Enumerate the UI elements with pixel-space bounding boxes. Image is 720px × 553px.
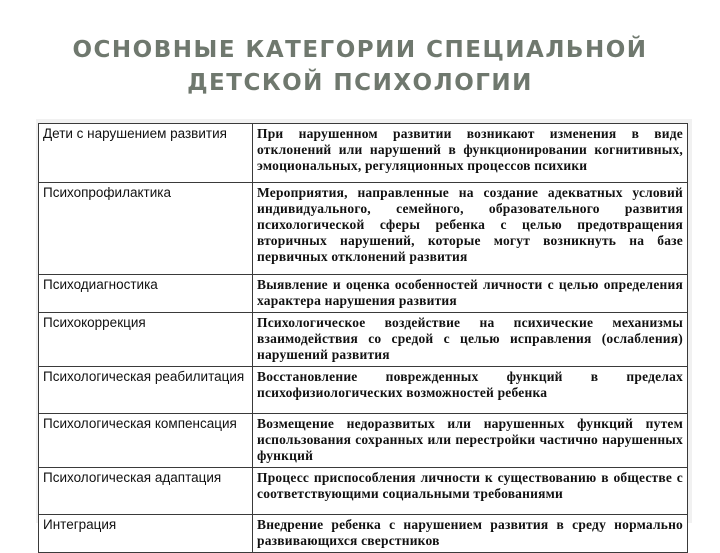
- slide-title: [20, 34, 700, 100]
- category-definition: При нарушенном развитии возникают изменения в виде отклонений или нарушений в функционировании когнитивных, эмоциональных, регуляционных процессов психики: [253, 124, 688, 183]
- table-row: [39, 275, 688, 313]
- category-term: Психологическая компенсация: [39, 414, 253, 468]
- category-term: Психокоррекция: [39, 313, 253, 367]
- category-definition: Психологическое воздействие на психические механизмы взаимодействия со средой с целью исправления (ослабления) нарушений развития: [253, 313, 688, 367]
- category-definition: Выявление и оценка особенностей личности с целью определения характера нарушения развития: [253, 275, 688, 313]
- category-term: Интеграция: [39, 515, 253, 553]
- category-term: Психологическая адаптация: [39, 468, 253, 515]
- slide-title-line-1: ОСНОВНЫЕ КАТЕГОРИИ СПЕЦИАЛЬНОЙ: [72, 37, 648, 63]
- table-row: [39, 313, 688, 367]
- table-row: [39, 468, 688, 515]
- category-term: Психопрофилактика: [39, 183, 253, 275]
- category-definition: Возмещение недоразвитых или нарушенных функций путем использования сохранных или перестройки частично нарушенных функций: [253, 414, 688, 468]
- category-definition: Процесс приспособления личности к существованию в обществе с соответствующими социальными требованиями: [253, 468, 688, 515]
- table-row: [39, 124, 688, 183]
- category-term: Психодиагностика: [39, 275, 253, 313]
- table-row: [39, 414, 688, 468]
- category-definition: Восстановление поврежденных функций в пределах психофизиологических возможностей ребенка: [253, 367, 688, 414]
- slide-title-line-2: ДЕТСКОЙ ПСИХОЛОГИИ: [187, 70, 533, 96]
- category-definition: Внедрение ребенка с нарушением развития в среду нормально развивающихся сверстников: [253, 515, 688, 553]
- category-term: Дети с нарушением развития: [39, 124, 253, 183]
- table-row: [39, 183, 688, 275]
- category-term: Психологическая реабилитация: [39, 367, 253, 414]
- category-definition: Мероприятия, направленные на создание адекватных условий индивидуального, семейного, образовательного развития психологической сферы ребенка с целью предотвращения вторичных нарушений, которые могут возникнуть на базе первичных отклонений развития: [253, 183, 688, 275]
- table-row: [39, 515, 688, 553]
- categories-table: [38, 123, 688, 553]
- table-row: [39, 367, 688, 414]
